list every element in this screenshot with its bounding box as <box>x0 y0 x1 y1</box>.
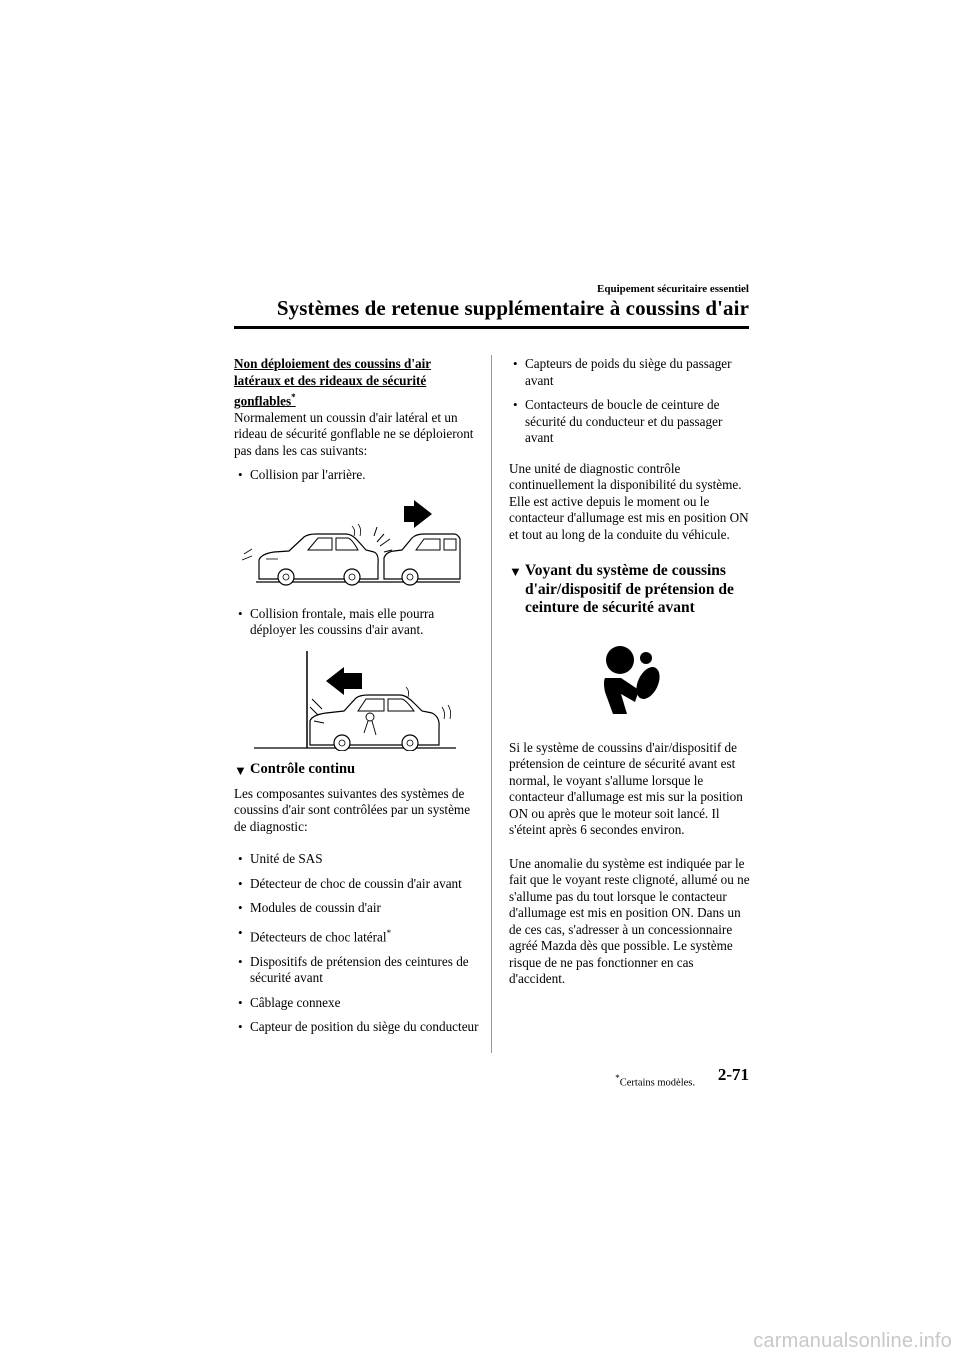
list-item-text: Dispositifs de prétension des ceintures de sécurité avant <box>250 953 469 986</box>
asterisk-icon: * <box>291 392 296 402</box>
list-item-text: Capteur de position du siège du conducteur <box>250 1019 479 1035</box>
list-item <box>234 900 480 917</box>
list-item-text: Capteurs de poids du siège du passager avant <box>525 356 732 388</box>
subheading-text: Non déploiement des coussins d'air latéraux et des rideaux de sécurité gonflables <box>234 356 432 409</box>
rear-collision-illustration <box>234 494 480 594</box>
section-intro-paragraph: Les composantes suivantes des systèmes de coussins d'air sont contrôlées par un système de diagnostic: <box>234 785 471 834</box>
header-divider <box>234 326 749 329</box>
list-item <box>234 925 480 946</box>
list-item <box>234 954 480 987</box>
list-item <box>234 1019 480 1036</box>
footnote-text: Certains modèles. <box>619 1077 695 1089</box>
list-item-text: Contacteurs de boucle de ceinture de sécurité du conducteur et du passager avant <box>525 397 723 445</box>
right-column <box>509 356 751 988</box>
watermark: carmanualsonline.info <box>753 1330 952 1352</box>
list-item <box>509 397 751 447</box>
bullet-icon: • <box>238 924 243 940</box>
bullet-icon: • <box>238 467 243 483</box>
malfunction-paragraph: Une anomalie du système est indiquée par le fait que le voyant reste clignoté, allumé ou ne s'allume pas du tout lorsque le contacteur d'allumage est mis en position ON. Dans un de ces cas, s'adresser à un concessionnaire agréé Mazda dès que possible. Le système risque de ne pas fonctionner en cas d'accident. <box>509 855 750 986</box>
normal-operation-paragraph: Si le système de coussins d'air/dispositif de prétension de ceinture de sécurité avant est normal, le voyant s'allume lorsque le contacteur d'allumage est mis sur la position ON ou après que le moteur soit lancé. Il s'éteint après 6 secondes environ. <box>509 739 743 837</box>
section-title-text: Contrôle continu <box>250 760 356 777</box>
section-title-text: Voyant du système de coussins d'air/dispositif de prétension de ceinture de sécurité avant <box>525 562 734 616</box>
subheading-non-deployment <box>234 356 480 410</box>
list-item-text: Unité de SAS <box>250 851 323 867</box>
bullet-icon: • <box>238 875 243 891</box>
bullet-icon: • <box>238 900 243 916</box>
list-item-text: Détecteurs de choc latéral <box>250 929 387 945</box>
left-column <box>234 356 480 1044</box>
list-item-text: Détecteur de choc de coussin d'air avant <box>250 875 462 891</box>
bullet-icon: • <box>513 397 518 412</box>
list-item-text: Modules de coussin d'air <box>250 900 381 916</box>
list-item <box>234 851 480 868</box>
triangle-icon: ▼ <box>509 564 522 579</box>
list-item <box>234 995 480 1012</box>
components-list <box>234 851 480 1035</box>
page-number: 2-71 <box>717 1065 749 1084</box>
list-item <box>234 606 480 639</box>
diagnostic-paragraph: Une unité de diagnostic contrôle continuellement la disponibilité du système. Elle est active depuis le moment ou le contacteur d'allumage est mis en position ON et tout au long de la conduite du véhicule. <box>509 460 749 542</box>
list-item-text: Collision frontale, mais elle pourra déployer les coussins d'air avant. <box>250 605 435 638</box>
bullet-icon: • <box>238 994 243 1010</box>
frontal-collision-illustration <box>234 651 480 751</box>
footnote <box>615 1073 695 1089</box>
section-title-warning-light <box>509 562 751 618</box>
page-title: Systèmes de retenue supplémentaire à coussins d'air <box>276 296 749 320</box>
section-label: Equipement sécuritaire essentiel <box>597 283 749 295</box>
column-divider <box>491 355 492 1053</box>
list-item <box>509 356 751 389</box>
bullet-icon: • <box>238 851 243 867</box>
intro-paragraph: Normalement un coussin d'air latéral et un rideau de sécurité gonflable ne se déploieront pas dans les cas suivants: <box>234 409 474 458</box>
list-item-text: Collision par l'arrière. <box>250 467 366 483</box>
bullet-icon: • <box>238 953 243 969</box>
airbag-warning-icon <box>509 634 751 734</box>
section-title-continuous-monitoring <box>234 761 480 778</box>
bullet-icon: • <box>513 356 518 371</box>
bullet-icon: • <box>238 1019 243 1035</box>
list-item-text: Câblage connexe <box>250 994 341 1010</box>
list-item <box>234 876 480 893</box>
list-item <box>234 467 480 484</box>
asterisk-icon: * <box>615 1073 620 1083</box>
triangle-icon: ▼ <box>234 762 247 778</box>
case-list-1 <box>234 467 480 484</box>
components-list-continued <box>509 356 751 447</box>
asterisk-icon: * <box>386 927 392 938</box>
bullet-icon: • <box>238 605 243 621</box>
case-list-2 <box>234 606 480 639</box>
